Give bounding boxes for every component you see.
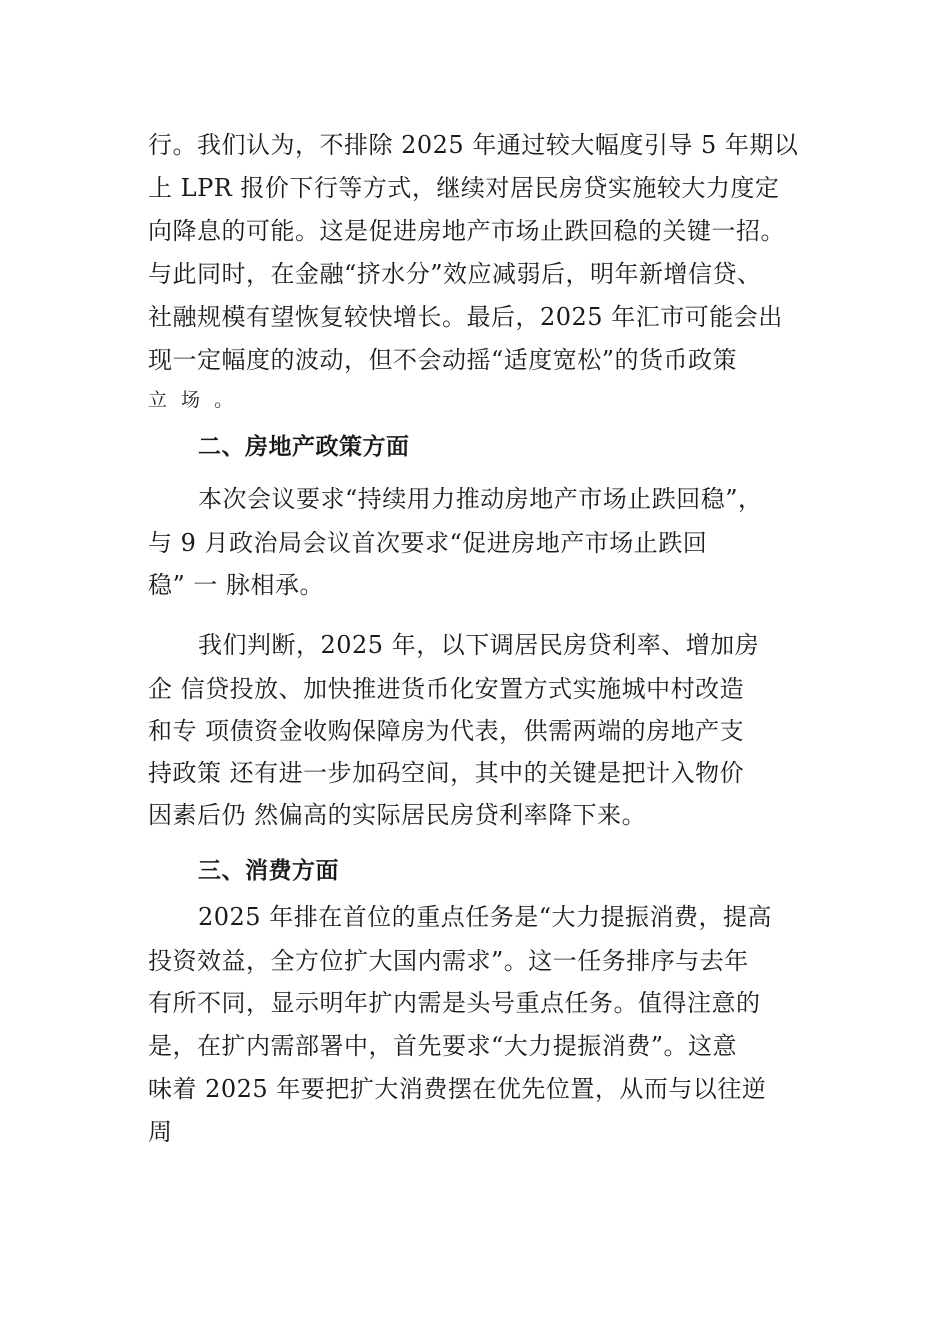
- section-2-heading: 二、房地产政策方面: [198, 434, 410, 460]
- section-3-para-line-1: 2025 年排在首位的重点任务是“大力提振消费，提高: [198, 903, 772, 931]
- section-2-para-a-line-1: 本次会议要求“持续用力推动房地产市场止跌回稳”，: [198, 485, 763, 513]
- section-3-para-line-6: 周: [148, 1118, 173, 1146]
- paragraph-1-line-7: 立 场 。: [148, 389, 238, 411]
- section-3-heading: 三、消费方面: [198, 858, 339, 884]
- section-2-para-a-line-2: 与 9 月政治局会议首次要求“促进房地产市场止跌回: [148, 529, 708, 557]
- section-2-para-b-line-4: 持政策 还有进一步加码空间，其中的关键是把计入物价: [148, 759, 745, 787]
- section-2-para-b-line-2: 企 信贷投放、加快推进货币化安置方式实施城中村改造: [148, 675, 745, 703]
- section-2-para-a-line-3: 稳” 一 脉相承。: [148, 571, 325, 599]
- section-3-para-line-2: 投资效益，全方位扩大国内需求”。这一任务排序与去年: [148, 947, 749, 975]
- paragraph-1-line-1: 行。我们认为，不排除 2025 年通过较大幅度引导 5 年期以: [148, 131, 799, 159]
- paragraph-1-line-6: 现一定幅度的波动，但不会动摇“适度宽松”的货币政策: [148, 346, 738, 374]
- section-3-para-line-3: 有所不同，显示明年扩内需是头号重点任务。值得注意的: [148, 989, 761, 1017]
- section-2-para-b-line-5: 因素后仍 然偏高的实际居民房贷利率降下来。: [148, 801, 647, 829]
- paragraph-1-line-4: 与此同时，在金融“挤水分”效应减弱后，明年新增信贷、: [148, 260, 762, 288]
- section-3-para-line-5: 味着 2025 年要把扩大消费摆在优先位置，从而与以往逆: [148, 1075, 767, 1103]
- section-2-para-b-line-3: 和专 项债资金收购保障房为代表，供需两端的房地产支: [148, 717, 745, 745]
- section-2-para-b-line-1: 我们判断，2025 年，以下调居民房贷利率、增加房: [198, 631, 760, 659]
- section-3-para-line-4: 是，在扩内需部署中，首先要求“大力提振消费”。这意: [148, 1032, 738, 1060]
- paragraph-1-line-5: 社融规模有望恢复较快增长。最后，2025 年汇市可能会出: [148, 303, 783, 331]
- paragraph-1-line-2: 上 LPR 报价下行等方式，继续对居民房贷实施较大力度定: [148, 174, 780, 202]
- paragraph-1-line-3: 向降息的可能。这是促进房地产市场止跌回稳的关键一招。: [148, 217, 785, 245]
